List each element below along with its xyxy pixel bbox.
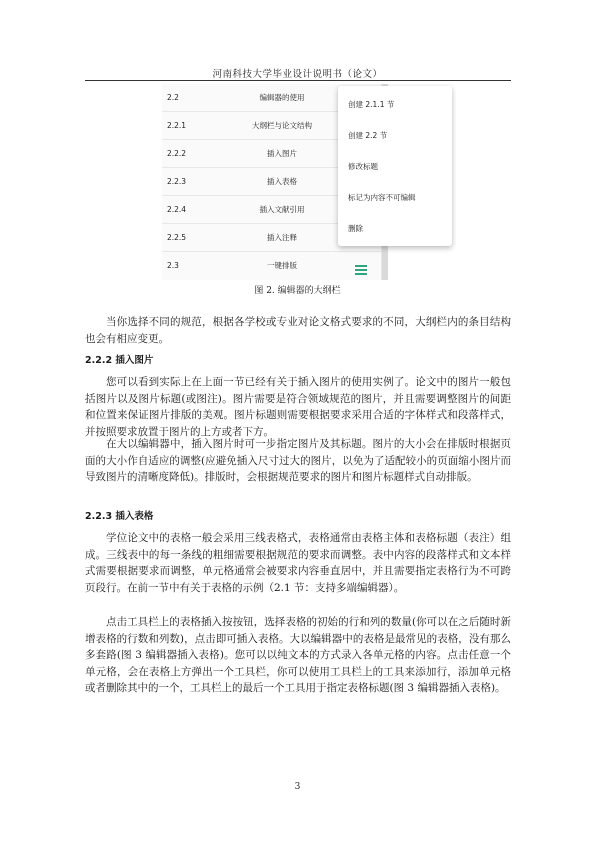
page-number: 3	[294, 782, 301, 792]
menu-item-create-2-2: 创建 2.2 节	[348, 131, 388, 140]
outline-row-title: 插入文献引用	[259, 205, 305, 214]
body-paragraph: 在大以编辑器中，插入图片时可一步指定图片及其标题。图片的大小会在排版时根据页面的大小作自适应的调整(应避免插入尺寸过大的图片，以免为了适配较小的页面缩小图片而导致图片的清晰度降低)。排版时，会根据规范要求的图片和图片标题样式自动排版。	[85, 438, 511, 483]
menu-item-rename: 修改标题	[348, 162, 378, 171]
menu-item-lock: 标记为内容不可编辑	[348, 193, 416, 202]
outline-figure	[162, 84, 456, 280]
intro-paragraph: 当你选择不同的规范，根据各学校或专业对论文格式要求的不同，大纲栏内的条目结构也会有相应变更。	[85, 316, 511, 345]
menu-item-create-2-1-1: 创建 2.1.1 节	[348, 100, 395, 109]
outline-row-number: 2.2.2	[167, 149, 187, 158]
outline-row-number: 2.2.5	[167, 233, 187, 242]
outline-row-title: 大纲栏与论文结构	[252, 121, 312, 130]
outline-row-number: 2.2	[167, 93, 179, 102]
section-heading-2-2-3: 2.2.3 插入表格	[85, 511, 154, 522]
outline-row-number: 2.2.1	[167, 121, 187, 130]
body-paragraph: 学位论文中的表格一般会采用三线表格式，表格通常由表格主体和表格标题（表注）组成。三线表中的每一条线的粗细需要根据规范的要求而调整。表中内容的段落样式和文本样式需要根据要求而调整，单元格通常会被要求内容垂直居中，并且需要指定表格行为不可跨页段行。在前一节中有关于表格的示例（2.1 节：支持多端编辑器）。	[85, 532, 511, 594]
running-header: 河南科技大学毕业设计说明书（论文）	[212, 69, 383, 80]
menu-item-delete: 删除	[348, 224, 363, 233]
body-paragraph: 您可以看到实际上在上面一节已经有关于插入图片的使用实例了。论文中的图片一般包括图片以及图片标题(或图注)。图片需要是符合领域规范的图片，并且需要调整图片的间距和位置来保证图片排版的美观。图片标题则需要根据要求采用合适的字体样式和段落样式，并按照要求放置于图片的上方或者下方。	[85, 376, 511, 438]
header-rule	[85, 80, 511, 81]
section-heading-2-2-2: 2.2.2 插入图片	[85, 355, 154, 366]
body-paragraph: 点击工具栏上的表格插入按按钮，选择表格的初始的行和列的数量(你可以在之后随时新增表格的行数和列数)，点击即可插入表格。大以编辑器中的表格是最常见的表格，没有那么多套路(图 3 编辑器插入表格)。您可以以纯文本的方式录入各单元格的内容。点击任意一个单元格，会在表格上方弹出一个工具栏，你可以使用工具栏上的工具来添加行，添加单元格或者删除其中的一个，工具栏上的最后一个工具用于指定表格标题(图 3 编辑器插入表格)。	[85, 616, 511, 694]
context-menu	[338, 86, 452, 246]
outline-row-number: 2.3	[167, 261, 179, 270]
outline-row-number: 2.2.4	[167, 205, 187, 214]
outline-row-title: 插入表格	[267, 177, 297, 186]
list-icon	[355, 265, 367, 275]
outline-row-number: 2.2.3	[167, 177, 187, 186]
outline-row-title: 插入图片	[267, 149, 297, 158]
outline-row-title: 一键排版	[267, 261, 297, 270]
figure-caption: 图 2. 编辑器的大纲栏	[254, 286, 341, 296]
outline-row-title: 编辑器的使用	[259, 93, 305, 102]
outline-row	[162, 252, 382, 280]
watermark: ⋯	[311, 352, 359, 401]
outline-row-title: 插入注释	[267, 233, 297, 242]
